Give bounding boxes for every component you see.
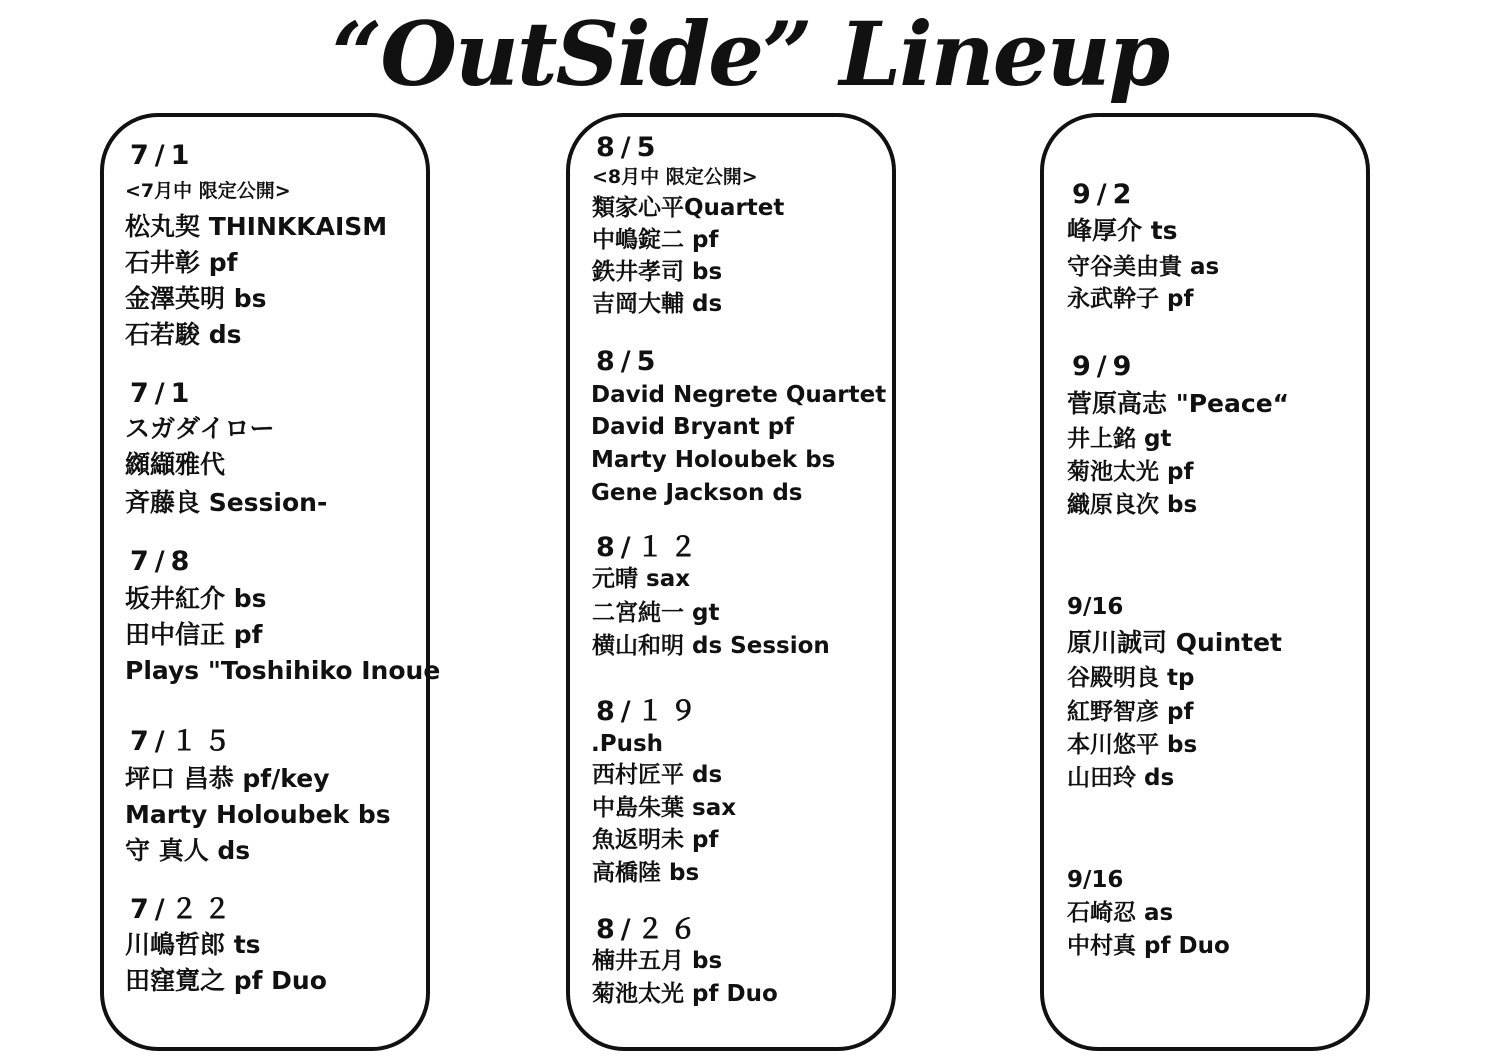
event-member: 坂井紅介 bs xyxy=(125,584,267,613)
event-member: 吉岡大輔 ds xyxy=(592,291,723,317)
event-date: 7/1 xyxy=(130,378,196,409)
event-member: Gene Jackson ds xyxy=(591,480,803,506)
event-member: 紅野智彦 pf xyxy=(1067,699,1194,725)
event-date: 8/5 xyxy=(596,346,662,377)
event-member: 織原良次 bs xyxy=(1067,492,1198,518)
event-date: 9/16 xyxy=(1067,867,1124,893)
event-note: <7月中 限定公開> xyxy=(125,180,291,202)
event-member: 金澤英明 bs xyxy=(125,284,267,313)
event-member: 二宮純一 gt xyxy=(592,600,720,626)
event-member: 井上銘 gt xyxy=(1067,426,1172,452)
event-member: 魚返明未 pf xyxy=(592,827,719,853)
event-date: 9/9 xyxy=(1072,351,1138,382)
event-member: 石崎忍 as xyxy=(1067,900,1174,926)
event-member: 菊池太光 pf xyxy=(1067,459,1194,485)
event-member: 菊池太光 pf Duo xyxy=(592,981,778,1007)
event-member: 石井彰 pf xyxy=(125,248,238,277)
event-date: 7/２２ xyxy=(130,894,237,925)
event-member: 鉄井孝司 bs xyxy=(592,259,723,285)
event-date: 8/１９ xyxy=(596,696,703,727)
event-note: <8月中 限定公開> xyxy=(592,166,758,188)
event-member: 斉藤良 Session- xyxy=(125,488,328,517)
event-member: 纐纈雅代 xyxy=(125,450,226,479)
event-member: 坪口 昌恭 pf/key xyxy=(125,764,330,793)
event-member: 中嶋錠二 pf xyxy=(592,227,719,253)
event-member: 峰厚介 ts xyxy=(1067,216,1178,245)
event-member: David Bryant pf xyxy=(591,414,795,440)
event-member: Marty Holoubek bs xyxy=(125,800,391,829)
event-member: Marty Holoubek bs xyxy=(591,447,836,473)
event-member: 守谷美由貴 as xyxy=(1067,254,1220,280)
event-member: 楠井五月 bs xyxy=(592,948,723,974)
event-date: 9/2 xyxy=(1072,179,1138,210)
event-member: 守 真人 ds xyxy=(125,836,251,865)
event-member: 谷殿明良 tp xyxy=(1067,665,1195,691)
event-act: .Push xyxy=(591,731,664,757)
event-act: スガダイロー xyxy=(125,414,275,443)
event-date: 7/１５ xyxy=(130,726,237,757)
event-member: 西村匠平 ds xyxy=(592,762,723,788)
event-date: 8/２６ xyxy=(596,914,703,945)
event-member: 山田玲 ds xyxy=(1067,765,1175,791)
event-member: 横山和明 ds Session xyxy=(592,633,830,659)
event-member: 石若駿 ds xyxy=(125,320,242,349)
event-member: 本川悠平 bs xyxy=(1067,732,1198,758)
event-date: 8/5 xyxy=(596,132,662,163)
event-act: 類家心平Quartet xyxy=(592,195,785,221)
event-date: 8/１２ xyxy=(596,532,703,563)
event-member: 田中信正 pf xyxy=(125,620,263,649)
event-member: 元晴 sax xyxy=(592,566,691,592)
event-member: 高橋陸 bs xyxy=(592,860,700,886)
event-date: 7/8 xyxy=(130,546,196,577)
event-act: 原川誠司 Quintet xyxy=(1067,628,1282,657)
event-member: 永武幹子 pf xyxy=(1067,286,1194,312)
event-act: David Negrete Quartet xyxy=(591,382,887,408)
event-member: 川嶋哲郎 ts xyxy=(125,930,261,959)
event-member: 中島朱葉 sax xyxy=(592,795,737,821)
event-member: 中村真 pf Duo xyxy=(1067,933,1230,959)
event-date: 9/16 xyxy=(1067,594,1124,620)
event-member: 田窪寛之 pf Duo xyxy=(125,966,327,995)
event-act: 菅原高志 "Peace“ xyxy=(1067,389,1290,418)
page-title: “OutSide” Lineup xyxy=(331,2,1169,106)
event-date: 7/1 xyxy=(130,140,196,171)
event-act: Plays "Toshihiko Inoue xyxy=(125,656,441,685)
event-act: 松丸契 THINKKAISM xyxy=(125,212,388,241)
